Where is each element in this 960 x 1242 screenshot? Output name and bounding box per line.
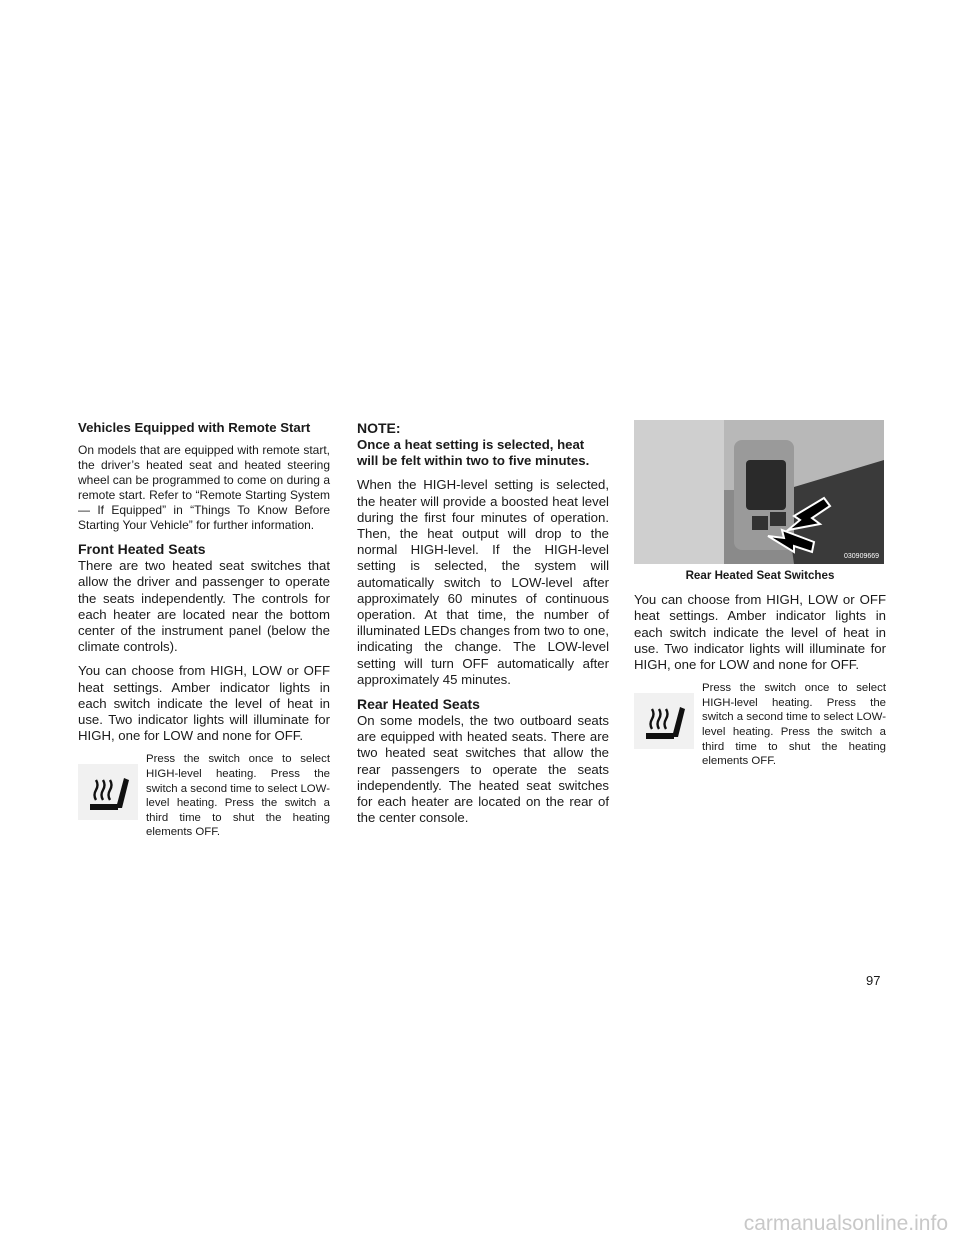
heat-settings-paragraph: You can choose from HIGH, LOW or OFF heat settings. Amber indicator lights in each switch indicate the level of heat in use. Two indicator lights will illuminate for HIGH, one for LOW and none for OFF. xyxy=(78,663,330,744)
column-left xyxy=(78,420,330,840)
note-bold-text: Once a heat setting is selected, heat will be felt within two to five minutes. xyxy=(357,437,590,469)
heated-seat-icon xyxy=(634,693,694,749)
heated-seat-icon xyxy=(78,764,138,820)
heated-seat-instruction-text-2: Press the switch once to select HIGH-level heating. Press the switch a second time to select LOW-level heating. Press the switch a third time to shut the heating elements OFF. xyxy=(702,682,887,768)
remote-start-heading: Vehicles Equipped with Remote Start xyxy=(78,420,311,435)
heated-seat-instruction-text: Press the switch once to select HIGH-level heating. Press the switch a second time to select LOW-level heating. Press the switch a third time to shut the heating elements OFF. xyxy=(146,753,331,839)
heated-seat-instruction xyxy=(78,752,330,840)
high-level-paragraph: When the HIGH-level setting is selected, the heater will provide a boosted heat level during the first four minutes of operation. Then, the heat output will drop to the normal HIGH-level. If the HIGH-level setting is selected, the system will automatically switch to LOW-level after approximately 60 minutes of continuous operation. At that time, the number of illuminated LEDs changes from two to one, indicating the change. The LOW-level setting will turn OFF automatically after approximately 45 minutes. xyxy=(357,477,609,687)
page-number: 97 xyxy=(866,973,881,988)
photo-code: 030909669 xyxy=(844,553,880,560)
footer-watermark: carmanualsonline.info xyxy=(743,1212,948,1235)
rear-heated-seats-heading: Rear Heated Seats xyxy=(357,696,480,713)
rear-heated-seats-paragraph: On some models, the two outboard seats are equipped with heated seats. There are two heated seat switches that allow the rear passengers to operate the seats independently. The heated seat switches for each heater are located on the rear of the center console. xyxy=(357,713,609,826)
remote-start-paragraph: On models that are equipped with remote start, the driver’s heated seat and heated steering wheel can be programmed to come on during a remote start. Refer to “Remote Starting System — If Equipped” in “Things To Know Before Starting Your Vehicle” for further information. xyxy=(78,443,330,533)
column-middle xyxy=(357,420,609,834)
rear-heated-seat-switches-photo xyxy=(634,420,884,564)
front-heated-seats-heading: Front Heated Seats xyxy=(78,541,206,558)
column-right xyxy=(634,420,886,769)
note-label: NOTE: xyxy=(357,420,401,436)
photo-caption: Rear Heated Seat Switches xyxy=(685,569,835,582)
heated-seat-instruction-2 xyxy=(634,681,886,769)
front-heated-seats-paragraph: There are two heated seat switches that allow the driver and passenger to operate the seats independently. The controls for each heater are located near the bottom center of the instrument panel (below the climate controls). xyxy=(78,558,330,655)
heat-settings-paragraph-2: You can choose from HIGH, LOW or OFF heat settings. Amber indicator lights in each switch indicate the level of heat in use. Two indicator lights will illuminate for HIGH, one for LOW and none for OFF. xyxy=(634,592,886,673)
